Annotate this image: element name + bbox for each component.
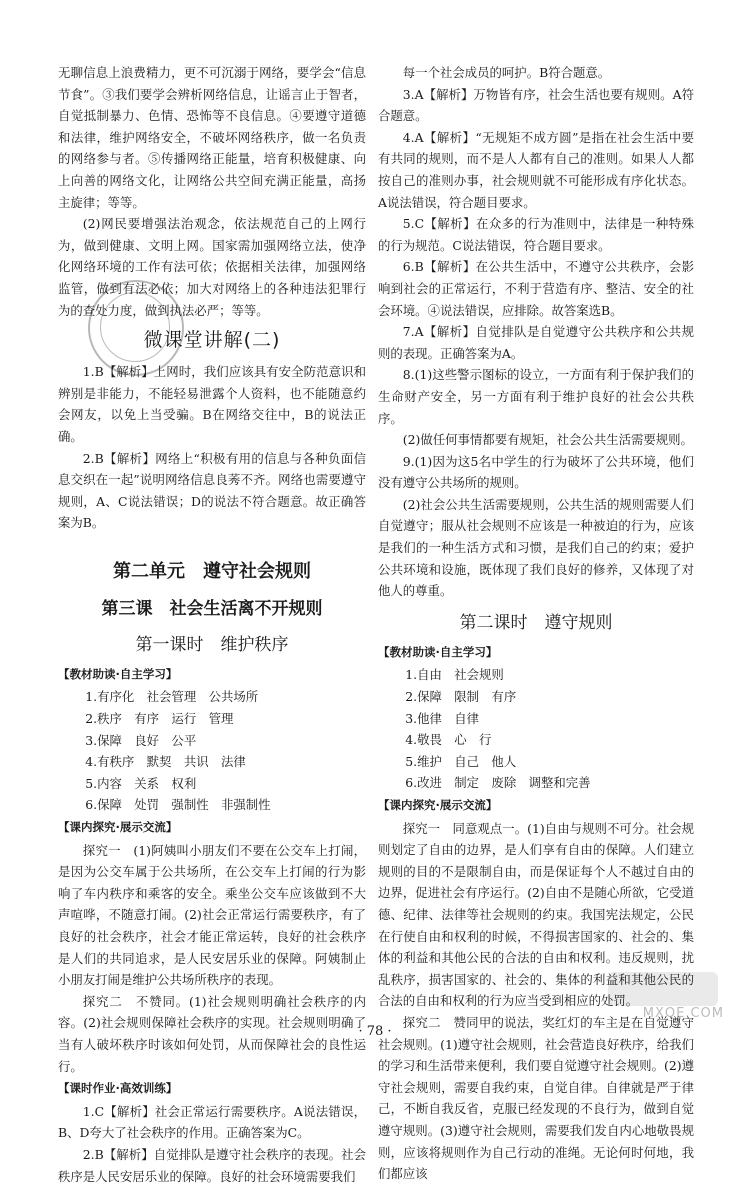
answer-item: 6.B【解析】在公共生活中，不遵守公共秩序，会影响到社会的正常运行，不利于营造有序、整洁、安全的社会环境。④说法错误，应排除。故答案选B。: [378, 259, 694, 318]
answer-line: 2.保障 限制 有序: [405, 689, 517, 705]
answer-line: 2.秩序 有序 运行 管理: [85, 711, 234, 727]
micro-lesson-title: 微课堂讲解(二): [143, 329, 281, 352]
answer-line: 4.有秩序 默契 共识 法律: [85, 754, 246, 770]
lesson-title: 第三课 社会生活离不开规则: [101, 598, 323, 619]
answer-line: 1.自由 社会规则: [405, 667, 504, 683]
answer-item: 5.C【解析】在众多的行为准则中，法律是一种特殊的行为规范。C说法错误，符合题目要求。: [378, 216, 694, 253]
answer-line: 5.维护 自己 他人: [405, 753, 517, 769]
paragraph: (2)网民要增强法治观念，依法规范自己的上网行为，做到健康、文明上网。国家需加强网络立法，使净化网络环境的工作有法可依；依据相关法律，加强网络监管，做到有法必依；加大对网络上的各种违法犯罪行为的查处力度，做到执法必严；等等。: [58, 216, 366, 318]
period-title: 第二课时 遵守规则: [459, 612, 613, 633]
section-header: 【课内探究·展示交流】: [58, 820, 178, 835]
left-column: [58, 62, 366, 1187]
section-header: 【教材助读·自主学习】: [378, 644, 498, 659]
answer-item: 2.B【解析】自觉排队是遵守社会秩序的表现。社会秩序是人民安居乐业的保障。良好的社会环境需要我们: [58, 1146, 366, 1184]
explore-paragraph: 探究一 (1)阿姨叫小朋友们不要在公交车上打闹，是因为公交车属于公共场所，在公交车上打闹的行为影响了车内秩序和乘客的安全。乘坐公交车应该做到不大声喧哗，不随意打闹。(2)社会正常运行需要秩序，有了良好的社会秩序，社会才能正常运转，良好的社会秩序是人们的共同追求，是人民安居乐业的保障。阿姨制止小朋友打闹是维护公共场所秩序的表现。: [58, 842, 366, 988]
unit-title: 第二单元 遵守社会规则: [113, 560, 311, 582]
watermark-text: MXQE.COM: [642, 1006, 724, 1021]
explore-paragraph: 探究一 同意观点一。(1)自由与规则不可分。社会规则划定了自由的边界，是人们享有自由的保障。人们建立规则的目的不是限制自由，而是保证每个人不越过自由的边界，促进社会有序运行。(2)自由不是随心所欲，它受道德、纪律、法律等社会规则的约束。我国宪法规定，公民在行使自由和权利的时候，不得损害国家的、社会的、集体的利益和其他公民的合法的自由和权利。违反规则，扰乱秩序，损害国家的、社会的、集体的利益和其他公民的合法的自由和权利的行为应当受到相应的处罚。: [378, 820, 694, 1009]
paragraph: 每一个社会成员的呵护。B符合题意。: [402, 65, 611, 80]
answer-item: 9.(1)因为这5名中学生的行为破坏了公共环境，他们没有遵守公共场所的规则。: [378, 453, 694, 491]
answer-line: 3.保障 良好 公平: [85, 732, 197, 748]
section-header: 【课时作业·高效训练】: [58, 1081, 178, 1096]
answer-item: 1.B【解析】上网时，我们应该具有安全防范意识和辨别是非能力，不能轻易泄露个人资料，也不能随意约会网友，以免上当受骗。B在网络交往中，B的说法正确。: [58, 364, 366, 444]
answer-item: 2.B【解析】网络上“积极有用的信息与各种负面信息交织在一起”说明网络信息良莠不齐。网络也需要遵守规则，A、C说法错误；D的说法不符合题意。故正确答案为B。: [58, 450, 366, 531]
answer-line: 3.他律 自律: [405, 710, 480, 726]
answer-item: (2)做任何事情都要有规矩，社会公共生活需要规则。: [402, 432, 693, 448]
answer-line: 1.有序化 社会管理 公共场所: [85, 689, 259, 705]
period-title: 第一课时 维护秩序: [135, 634, 289, 655]
section-header: 【教材助读·自主学习】: [58, 666, 178, 681]
explore-paragraph: 探究二 不赞同。(1)社会规则明确社会秩序的内容。(2)社会规则保障社会秩序的实现。社会规则明确了当有人破坏秩序时该如何处罚，从而保障社会的良性运行。: [58, 993, 366, 1074]
paragraph: 无聊信息上浪费精力，更不可沉溺于网络，要学会“信息节食”。③我们要学会辨析网络信息，让谣言止于智者，自觉抵制暴力、色情、恐怖等不良信息。④要遵守道德和法律，维护网络安全，不破坏网络秩序，做一名负责的网络参与者。⑤传播网络正能量，培育积极健康、向上向善的网络文化，让网络公共空间充满正能量，高扬主旋律；等等。: [58, 65, 366, 210]
answer-item: 7.A【解析】自觉排队是自觉遵守公共秩序和公共规则的表现。正确答案为A。: [378, 324, 694, 361]
answer-item: (2)社会公共生活需要规则，公共生活的规则需要人们自觉遵守；服从社会规则不应该是一种被迫的行为，应该是我们的一种生活方式和习惯，是我们自己的约束；爱护公共环境和设施，既体现了我们良好的修养，又体现了对他人的尊重。: [378, 496, 694, 599]
page-number: · 78 ·: [358, 1024, 392, 1039]
answer-item: 1.C【解析】社会正常运行需要秩序。A说法错误，B、D夸大了社会秩序的作用。正确答案为C。: [58, 1103, 366, 1141]
right-column: [378, 62, 694, 1185]
answer-item: 3.A【解析】万物皆有序，社会生活也要有规则。A符合题意。: [378, 86, 694, 124]
answer-item: 4.A【解析】“无规矩不成方圆”是指在社会生活中要有共同的规则，而不是人人都有自己的准则。如果人人都按自己的准则办事，社会规则就不可能形成有序化状态。A说法错误，符合题目要求。: [378, 129, 694, 210]
explore-paragraph: 探究二 赞同甲的说法，奖红灯的车主是在自觉遵守社会规则。(1)遵守社会规则，社会营造良好秩序，给我们的学习和生活带来便利，我们要自觉遵守社会规则。(2)遵守社会规则，需要自我约束，自觉自律。自律就是严于律己，不断自我反省，克服已经发现的不良行为，做到自觉遵守规则。(3)遵守社会规则，需要我们发自内心地敬畏规则，应该将规则作为自己行动的准绳。无论何时何地，我们都应该: [378, 1014, 694, 1182]
section-header: 【课内探究·展示交流】: [378, 798, 498, 812]
answer-line: 5.内容 关系 权利: [85, 775, 197, 791]
answer-line: 6.改进 制定 废除 调整和完善: [405, 775, 591, 791]
answer-item: 8.(1)这些警示图标的设立，一方面有利于保护我们的生命财产安全，另一方面有利于维护良好的社会公共秩序。: [378, 367, 694, 426]
answer-line: 6.保障 处罚 强制性 非强制性: [85, 797, 271, 813]
answer-line: 4.敬畏 心 行: [405, 732, 492, 748]
